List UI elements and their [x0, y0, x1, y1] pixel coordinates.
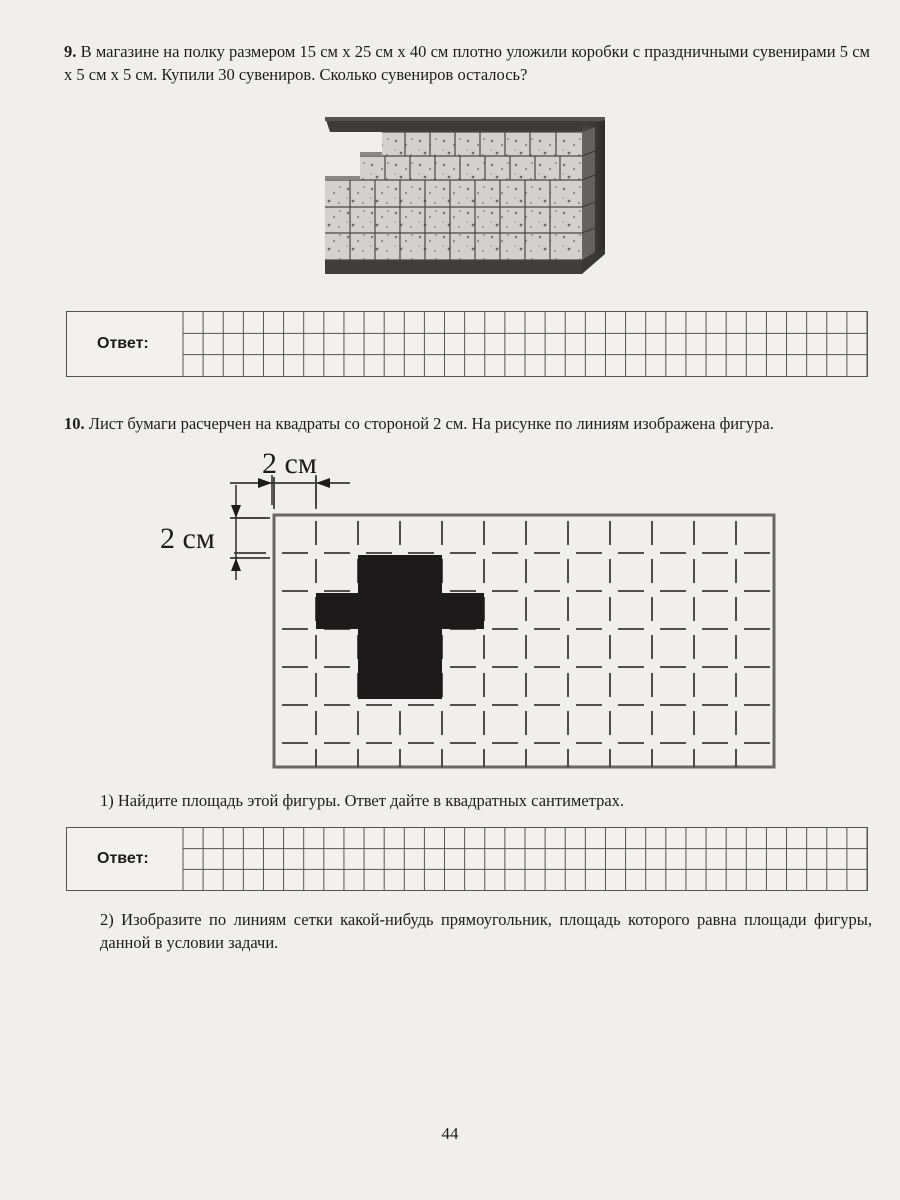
- problem-9-statement: В магазине на полку размером 15 см x 25 см x 40 см плотно уложили коробки с праздничными сувенирами 5 см x 5 см x 5 см. Купили 30 сувениров. Сколько сувениров осталось?: [64, 42, 870, 84]
- problem-10-text: [64, 412, 870, 435]
- cross-figure: [316, 555, 484, 699]
- height-label: 2 см: [160, 522, 215, 555]
- answer-box-9[interactable]: [66, 311, 868, 377]
- problem-9-text: [64, 40, 870, 86]
- arrow-left-icon: [316, 478, 330, 488]
- answer-box-10[interactable]: [66, 827, 868, 891]
- answer-grid[interactable]: [183, 312, 867, 376]
- answer-label: Ответ:: [97, 850, 149, 867]
- shelf-boxes-illustration: [320, 112, 610, 282]
- page-number: 44: [441, 1124, 459, 1143]
- answer-grid[interactable]: [183, 828, 867, 890]
- arrow-down-icon: [231, 505, 241, 518]
- problem-10-statement: Лист бумаги расчерчен на квадраты со стороной 2 см. На рисунке по линиям изображена фигура.: [88, 414, 774, 433]
- question-1: 1) Найдите площадь этой фигуры. Ответ дайте в квадратных сантиметрах.: [100, 791, 625, 810]
- answer-label: Ответ:: [97, 335, 149, 352]
- problem-10-number: 10.: [64, 414, 85, 433]
- problem-9-number: 9.: [64, 42, 77, 61]
- arrow-up-icon: [231, 558, 241, 571]
- grid-figure: [150, 445, 710, 775]
- question-2: 2) Изобразите по линиям сетки какой-нибудь прямоугольник, площадь которого равна площади фигуры, данной в условии задачи.: [100, 910, 872, 952]
- width-label: 2 см: [262, 447, 317, 480]
